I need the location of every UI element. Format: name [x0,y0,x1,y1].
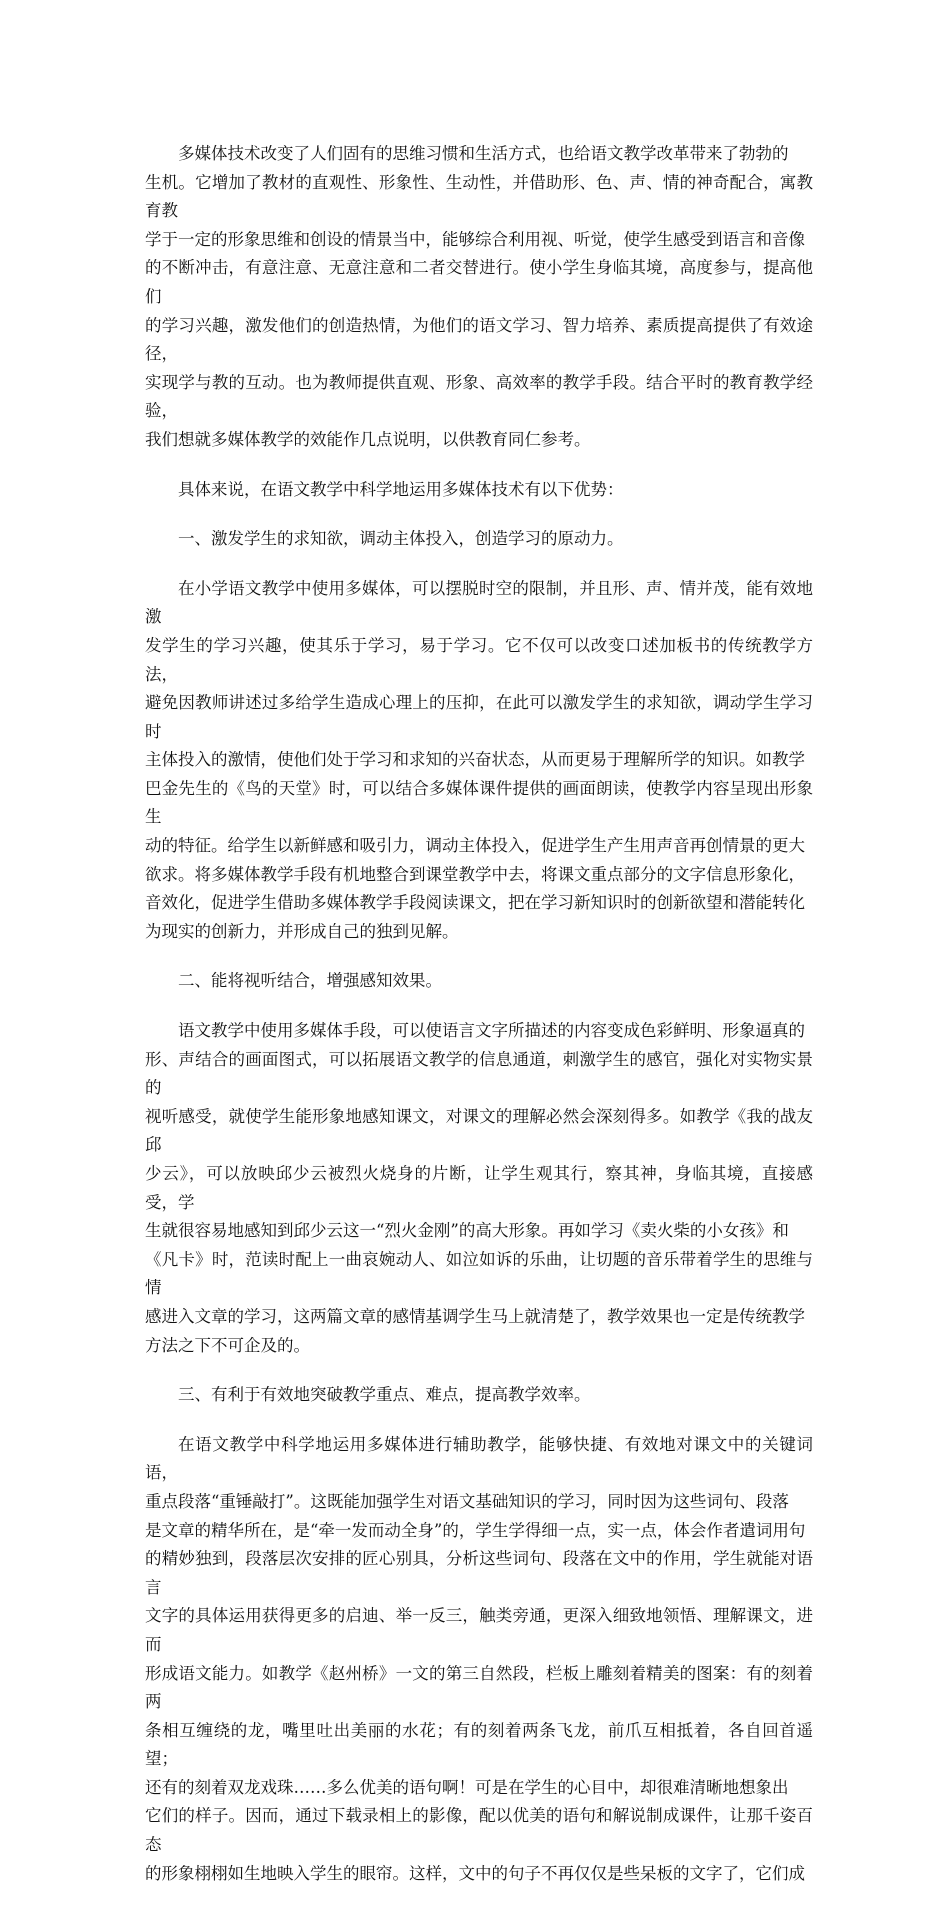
section-3-paragraph: 在语文教学中科学地运用多媒体进行辅助教学，能够快捷、有效地对课文中的关键词语， 重点段落“重锤敲打”。这既能加强学生对语文基础知识的学习，同时因为这些词句、段落 是文章的精华所在，是“牵一发而动全身”的，学生学得细一点，实一点，体会作者遣词用句 的精妙独到，段落层次安排的匠心别具，分析这些词句、段落在文中的作用，学生就能对语言 文字的具体运用获得更多的启迪、举一反三，触类旁通，更深入细致地领悟、理解课文，进而 形成语文能力。如教学《赵州桥》一文的第三自然段，栏板上雕刻着精美的图案：有的刻着两 条相互缠绕的龙，嘴里吐出美丽的水花；有的刻着两条飞龙，前爪互相抵着，各自回首遥望； 还有的刻着双龙戏珠……多么优美的语句啊！可是在学生的心目中，却很难清晰地想象出 它们的样子。因而，通过下载录相上的影像，配以优美的语句和解说制成课件，让那千姿百态 的形象栩栩如生地映入学生的眼帘。这样，文中的句子不再仅仅是些呆板的文字了，它们成 [145,1434,813,1883]
document-page [145,140,813,1909]
section-3-heading: 三、有利于有效地突破教学重点、难点，提高教学效率。 [178,1385,591,1405]
section-2-paragraph: 语文教学中使用多媒体手段，可以使语言文字所描述的内容变成色彩鲜明、形象逼真的 形、声结合的画面图式，可以拓展语文教学的信息通道，刺激学生的感官，强化对实物实景的 视听感受，就使学生能形象地感知课文，对课文的理解必然会深刻得多。如教学《我的战友邱 少云》，可以放映邱少云被烈火烧身的片断，让学生观其行，察其神，身临其境，直接感受，学 生就很容易地感知到邱少云这一“烈火金刚”的高大形象。再如学习《卖火柴的小女孩》和 《凡卡》时，范读时配上一曲哀婉动人、如泣如诉的乐曲，让切题的音乐带着学生的思维与情 感进入文章的学习，这两篇文章的感情基调学生马上就清楚了，教学效果也一定是传统教学 方法之下不可企及的。 [145,1021,813,1355]
section-1-paragraph: 在小学语文教学中使用多媒体，可以摆脱时空的限制，并且形、声、情并茂，能有效地激 发学生的学习兴趣，使其乐于学习，易于学习。它不仅可以改变口述加板书的传统教学方法， 避免因教师讲述过多给学生造成心理上的压抑，在此可以激发学生的求知欲，调动学生学习时 主体投入的激情，使他们处于学习和求知的兴奋状态，从而更易于理解所学的知识。如教学 巴金先生的《鸟的天堂》时，可以结合多媒体课件提供的画面朗读，使教学内容呈现出形象生 动的特征。给学生以新鲜感和吸引力，调动主体投入，促进学生产生用声音再创情景的更大 欲求。将多媒体教学手段有机地整合到课堂教学中去，将课文重点部分的文字信息形象化， 音效化，促进学生借助多媒体教学手段阅读课文，把在学习新知识时的创新欲望和潜能转化 为现实的创新力，并形成自己的独到见解。 [145,578,813,941]
advantages-intro-paragraph: 具体来说，在语文教学中科学地运用多媒体技术有以下优势： [178,479,624,499]
section-1-heading: 一、激发学生的求知欲，调动主体投入，创造学习的原动力。 [178,529,624,549]
intro-paragraph: 多媒体技术改变了人们固有的思维习惯和生活方式，也给语文教学改革带来了勃勃的 生机。它增加了教材的直观性、形象性、生动性，并借助形、色、声、情的神奇配合，寓教育教 学于一定的形象思维和创设的情景当中，能够综合利用视、听觉，使学生感受到语言和音像 的不断冲击，有意注意、无意注意和二者交替进行。使小学生身临其境，高度参与，提高他们 的学习兴趣，激发他们的创造热情，为他们的语文学习、智力培养、素质提高提供了有效途径， 实现学与教的互动。也为教师提供直观、形象、高效率的教学手段。结合平时的教育教学经验， 我们想就多媒体教学的效能作几点说明，以供教育同仁参考。 [145,144,813,449]
section-2-heading: 二、能将视听结合，增强感知效果。 [178,971,442,991]
